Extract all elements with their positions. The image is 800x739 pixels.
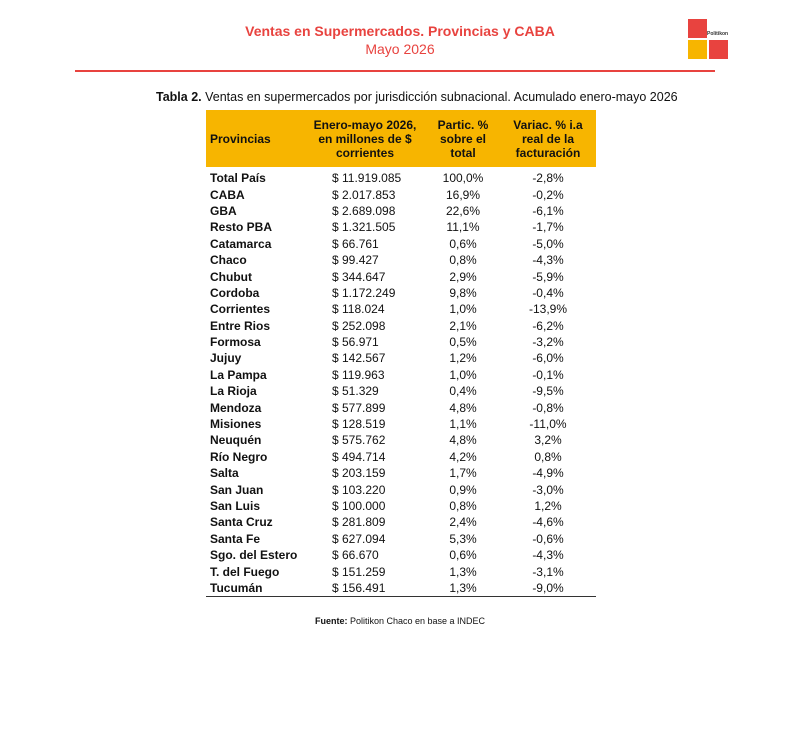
cell-participacion: 9,8% (449, 285, 477, 300)
cell-ventas: $ 56.971 (332, 335, 379, 350)
cell-provincia: CABA (210, 187, 245, 202)
cell-provincia: Río Negro (210, 449, 268, 464)
cell-provincia: Cordoba (210, 285, 260, 300)
cell-provincia: Mendoza (210, 400, 262, 415)
cell-ventas: $ 1.321.505 (332, 220, 396, 235)
cell-ventas: $ 119.963 (332, 367, 385, 382)
cell-ventas: $ 66.670 (332, 548, 379, 563)
cell-ventas: $ 100.000 (332, 499, 386, 513)
table-row (206, 219, 596, 235)
table-row (206, 383, 596, 399)
cell-participacion: 1,7% (449, 466, 477, 481)
cell-provincia: Salta (210, 466, 239, 481)
logo-text: Politikon (707, 31, 729, 37)
cell-participacion: 1,3% (449, 564, 477, 579)
cell-ventas: $ 99.427 (332, 253, 379, 268)
cell-provincia: Corrientes (210, 302, 271, 317)
header-provincias: Provincias (206, 110, 304, 167)
header-divider (75, 70, 715, 72)
cell-ventas: $ 118.024 (332, 302, 385, 317)
cell-variacion: -5,9% (532, 269, 564, 284)
table-row (206, 514, 596, 530)
table-row (206, 252, 596, 268)
table-row (206, 334, 596, 350)
cell-participacion: 1,1% (449, 417, 477, 432)
cell-ventas: $ 128.519 (332, 417, 386, 432)
table-body (206, 167, 596, 597)
table-row (206, 563, 596, 579)
table-row (206, 301, 596, 317)
cell-provincia: Neuquén (210, 433, 262, 448)
cell-variacion: -0,2% (532, 187, 564, 202)
cell-variacion: 1,2% (534, 499, 562, 513)
cell-participacion: 4,2% (449, 449, 477, 464)
cell-participacion: 0,8% (449, 499, 477, 513)
cell-ventas: $ 1.172.249 (332, 285, 396, 300)
cell-participacion: 1,0% (449, 302, 477, 317)
cell-provincia: Santa Fe (210, 531, 261, 546)
cell-variacion: -6,0% (532, 351, 564, 366)
cell-provincia: Tucumán (206, 580, 304, 597)
cell-variacion: -4,3% (532, 253, 564, 268)
cell-provincia: Resto PBA (210, 220, 273, 235)
cell-ventas: $ 2.017.853 (332, 187, 396, 202)
cell-participacion: 1,2% (449, 351, 477, 366)
cell-participacion: 100,0% (442, 171, 484, 186)
cell-participacion: 16,9% (445, 187, 481, 202)
cell-variacion: -6,2% (532, 318, 564, 333)
logo-square-red-2 (709, 40, 728, 59)
cell-provincia: Total País (210, 171, 266, 186)
table-row (206, 416, 596, 432)
cell-ventas: $ 627.094 (332, 531, 386, 546)
cell-participacion: 11,1% (446, 220, 480, 235)
table-row (206, 432, 596, 448)
cell-ventas: $ 151.259 (332, 564, 386, 579)
cell-participacion: 0,6% (449, 236, 477, 251)
cell-ventas: $ 252.098 (332, 318, 386, 333)
cell-ventas: $ 281.809 (332, 515, 386, 530)
sales-table (206, 110, 596, 597)
report-title: Ventas en Supermercados. Provincias y CABA (245, 23, 555, 39)
cell-participacion: 2,1% (449, 318, 477, 333)
table-row (206, 399, 596, 415)
cell-variacion: -9,0% (500, 580, 596, 597)
cell-participacion: 5,3% (449, 531, 477, 546)
cell-provincia: Santa Cruz (210, 515, 273, 530)
cell-variacion: -0,6% (532, 531, 564, 546)
table-row (206, 465, 596, 481)
cell-variacion: 3,2% (534, 433, 562, 448)
table-row (206, 531, 596, 547)
cell-provincia: Jujuy (210, 351, 242, 366)
cell-provincia: Misiones (210, 417, 262, 432)
cell-variacion: -4,3% (532, 548, 564, 563)
cell-ventas: $ 203.159 (332, 466, 386, 481)
table-row (206, 318, 596, 334)
cell-variacion: -2,8% (532, 171, 564, 186)
cell-provincia: Catamarca (210, 236, 272, 251)
cell-variacion: -11,0% (529, 417, 567, 432)
cell-variacion: -0,1% (532, 367, 564, 382)
table-row (206, 350, 596, 366)
caption-label: Tabla 2. (156, 90, 202, 104)
cell-provincia: Sgo. del Estero (210, 548, 298, 563)
cell-variacion: -3,1% (532, 564, 564, 579)
cell-participacion: 0,8% (449, 253, 477, 268)
cell-ventas: $ 575.762 (332, 433, 386, 448)
cell-participacion: 0,9% (449, 482, 477, 497)
source-note (0, 616, 800, 626)
table-row (206, 203, 596, 219)
header-participacion: Partic. % sobre el total (426, 110, 500, 167)
table-row (206, 498, 596, 514)
cell-variacion: -5,0% (532, 236, 564, 251)
cell-ventas: $ 494.714 (332, 449, 386, 464)
table-row (206, 449, 596, 465)
cell-provincia: La Pampa (210, 367, 267, 382)
cell-participacion: 0,5% (449, 335, 477, 350)
cell-provincia: San Juan (210, 482, 264, 497)
source-text: Politikon Chaco en base a INDEC (347, 616, 486, 626)
cell-ventas: $ 577.899 (332, 400, 386, 415)
table-row (206, 236, 596, 252)
cell-variacion: -6,1% (532, 203, 564, 218)
source-label: Fuente: (314, 616, 348, 626)
cell-ventas: $ 156.491 (304, 580, 426, 597)
header-variacion: Variac. % i.a real de la facturación (500, 110, 596, 167)
cell-variacion: -4,6% (532, 515, 564, 530)
cell-variacion: -13,9% (528, 302, 568, 317)
logo-square-red (688, 19, 707, 38)
cell-participacion: 2,9% (449, 269, 477, 284)
cell-variacion: -3,0% (532, 482, 564, 497)
cell-ventas: $ 11.919.085 (332, 171, 402, 186)
table-row (206, 186, 596, 202)
cell-variacion: -1,7% (532, 220, 564, 235)
table-row (206, 268, 596, 284)
cell-provincia: La Rioja (210, 384, 257, 399)
logo-square-yellow (688, 40, 707, 59)
cell-ventas: $ 103.220 (332, 482, 386, 497)
cell-ventas: $ 51.329 (332, 384, 379, 399)
cell-ventas: $ 2.689.098 (332, 203, 396, 218)
cell-participacion: 1,3% (426, 580, 500, 597)
cell-participacion: 22,6% (445, 203, 481, 218)
caption-text: Ventas en supermercados por jurisdicción subnacional. Acumulado enero-mayo 2026 (201, 90, 678, 104)
table-row (206, 285, 596, 301)
cell-participacion: 0,4% (449, 384, 477, 399)
cell-provincia: Formosa (210, 335, 261, 350)
cell-participacion: 0,6% (449, 548, 477, 563)
cell-provincia: Entre Rios (210, 318, 271, 333)
cell-provincia: Chaco (210, 253, 247, 268)
cell-participacion: 4,8% (449, 400, 477, 415)
cell-variacion: -0,4% (532, 285, 564, 300)
cell-participacion: 1,0% (449, 367, 477, 382)
table-header-row (206, 110, 596, 167)
cell-participacion: 2,4% (449, 515, 477, 530)
table-row (206, 547, 596, 563)
cell-ventas: $ 66.761 (332, 236, 379, 251)
cell-provincia: T. del Fuego (210, 564, 280, 579)
header-ventas: Enero-mayo 2026, en millones de $ corrientes (304, 110, 426, 167)
cell-variacion: -3,2% (532, 335, 564, 350)
cell-variacion: -0,8% (532, 400, 564, 415)
cell-provincia: GBA (210, 203, 237, 218)
cell-participacion: 4,8% (449, 433, 477, 448)
cell-provincia: San Luis (210, 499, 261, 513)
table-row (206, 481, 596, 497)
table-row (206, 167, 596, 186)
table-row (206, 580, 596, 597)
report-subtitle: Mayo 2026 (365, 41, 435, 57)
cell-ventas: $ 344.647 (332, 269, 386, 284)
table-row (206, 367, 596, 383)
cell-provincia: Chubut (210, 269, 252, 284)
table-caption (156, 89, 678, 105)
politikon-logo (688, 19, 728, 59)
cell-variacion: 0,8% (534, 449, 562, 464)
cell-variacion: -9,5% (532, 384, 564, 399)
cell-ventas: $ 142.567 (332, 351, 386, 366)
cell-variacion: -4,9% (532, 466, 564, 481)
